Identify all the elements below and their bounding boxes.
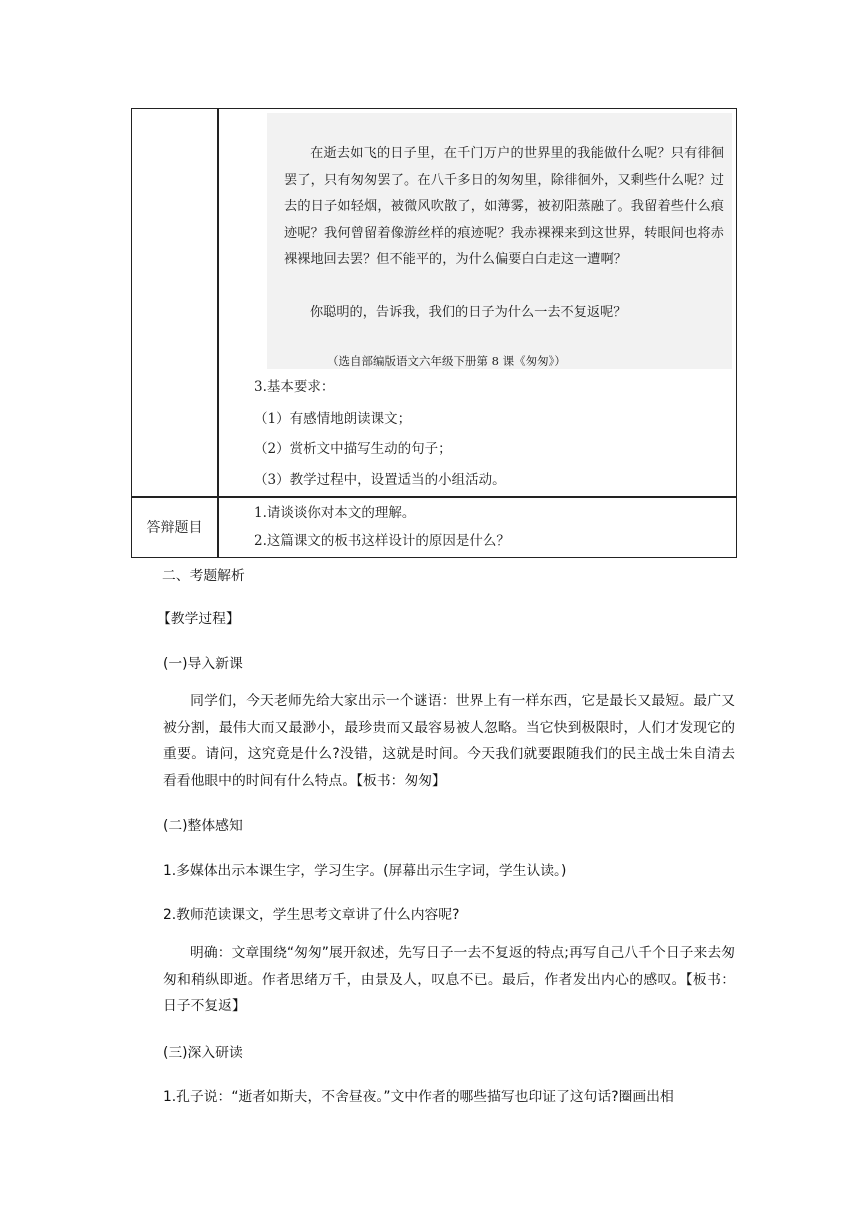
defense-question: 1.请谈谈你对本文的理解。 (254, 505, 416, 521)
part3-item: 1.孔子说：“逝者如斯夫，不舍昼夜。”文中作者的哪些描写也印证了这句话?圈画出相 (163, 1089, 674, 1105)
defense-label: 答辩题目 (146, 520, 203, 536)
section-title: 二、考题解析 (162, 568, 245, 584)
part1-paragraph: 同学们，今天老师先给大家出示一个谜语：世界上有一样东西，它是最长又最短。最广又被分割，最伟大而又最渺小，最珍贵而又最容易被人忽略。当它快到极限时，人们才发现它的重要。请问，这究竟是什么?没错，这就是时间。今天我们就要跟随我们的民主战士朱自清去看看他眼中的时间有什么特点。【板书：匆匆】 (163, 693, 735, 789)
requirement-item: （2）赏析文中描写生动的句子； (254, 441, 452, 457)
passage-paragraph-1: 在逝去如飞的日子里，在千门万户的世界里的我能做什么呢？只有徘徊罢了，只有匆匆罢了。在八千多日的匆匆里，除徘徊外，又剩些什么呢？过去的日子如轻烟，被微风吹散了，如薄雾，被初阳蒸融了。我留着些什么痕迹呢？我何曾留着像游丝样的痕迹呢？我赤裸裸来到这世界，转眼间也将赤裸裸地回去罢？但不能平的，为什么偏要白白走这一遭啊？ (284, 146, 724, 267)
passage-paragraph-2: 你聪明的，告诉我，我们的日子为什么一去不复返呢？ (310, 305, 627, 320)
requirements-title: 3.基本要求： (254, 379, 335, 395)
teaching-process-heading: 【教学过程】 (157, 611, 240, 627)
table-column-divider (217, 109, 219, 557)
passage-source: （选自部编版语文六年级下册第 8 课《匆匆》） (327, 354, 566, 368)
part2-item: 2.教师范读课文，学生思考文章讲了什么内容呢? (163, 907, 460, 923)
part2-item: 1.多媒体出示本课生字，学习生字。(屏幕出示生字词，学生认读。) (163, 863, 567, 879)
part1-title: (一)导入新课 (163, 656, 243, 672)
defense-question: 2.这篇课文的板书这样设计的原因是什么？ (254, 533, 510, 549)
part2-title: (二)整体感知 (163, 818, 243, 834)
table-row-divider (132, 496, 736, 498)
part3-title: (三)深入研读 (163, 1045, 243, 1061)
requirement-item: （3）教学过程中，设置适当的小组活动。 (254, 472, 506, 488)
requirement-item: （1）有感情地朗读课文； (254, 411, 412, 427)
exam-table (131, 108, 737, 558)
part2-paragraph: 明确：文章围绕“匆匆”展开叙述，先写日子一去不复返的特点;再写自己八千个日子来去匆匆和稍纵即逝。作者思绪万千，由景及人，叹息不已。最后，作者发出内心的感叹。【板书：日子不复返】 (163, 945, 735, 1014)
